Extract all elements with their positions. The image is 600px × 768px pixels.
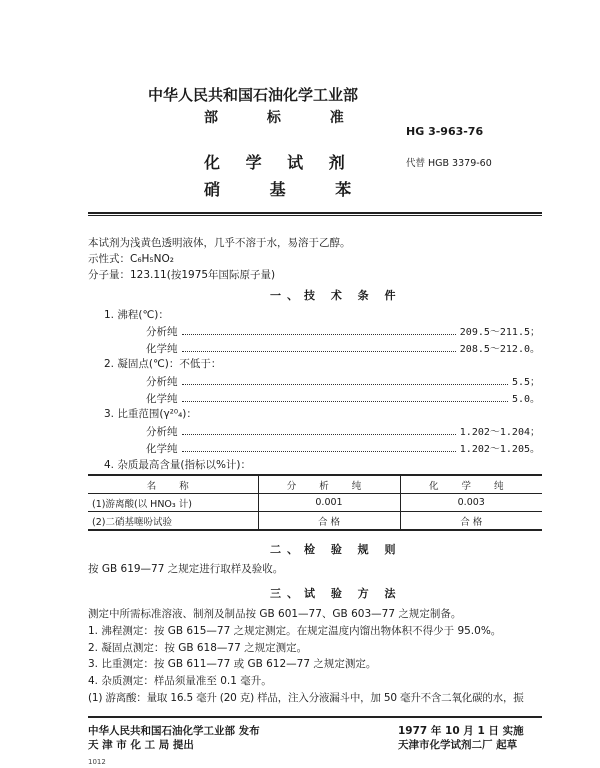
table-row bbox=[88, 494, 542, 512]
table-cell-name: (1)游离酸(以 HNO₃ 计) bbox=[88, 494, 258, 512]
table-row bbox=[88, 512, 542, 531]
standard-code: HG 3-963-76 bbox=[406, 125, 484, 138]
category-title: 化 学 试 剂 bbox=[204, 153, 355, 172]
section-title-technical: 一、技 术 条 件 bbox=[270, 289, 402, 302]
item-density-label: 3. 比重范围(γ²⁰₄)： bbox=[104, 408, 197, 420]
table-cell-ar: 0.001 bbox=[258, 494, 400, 512]
freezing-row-cp bbox=[146, 390, 540, 406]
section-title-inspection: 二、检 验 规 则 bbox=[270, 543, 402, 556]
impurity-table bbox=[88, 474, 542, 531]
table-cell-name: (2)二硝基噻吩试验 bbox=[88, 512, 258, 531]
method-line: (1) 游离酸：量取 16.5 毫升 (20 克) 样品，注入分液漏斗中，加 50 毫升不含二氧化碳的水，振 bbox=[88, 692, 524, 704]
intro-formula: 示性式：C₆H₅NO₂ bbox=[88, 253, 174, 265]
method-line: 测定中所需标准溶液、制剂及制品按 GB 601—77、GB 603—77 之规定制备。 bbox=[88, 608, 462, 620]
spec-value: 209.5～211.5； bbox=[459, 327, 540, 338]
standard-type: 部 标 准 bbox=[204, 110, 366, 126]
grade-label: 化学纯 bbox=[146, 443, 178, 455]
table-cell-ar: 合 格 bbox=[258, 512, 400, 531]
spec-value: 5.5； bbox=[511, 377, 540, 388]
density-row-ar bbox=[146, 423, 540, 439]
replaces-note: 代替 HGB 3379-60 bbox=[406, 158, 492, 169]
spec-value: 5.0。 bbox=[511, 394, 540, 405]
dot-leader bbox=[182, 451, 456, 452]
intro-description: 本试剂为浅黄色透明液体，几乎不溶于水，易溶于乙醇。 bbox=[88, 237, 351, 249]
method-line: 2. 凝固点测定：按 GB 618—77 之规定测定。 bbox=[88, 642, 308, 654]
table-header-ar: 分 析 纯 bbox=[258, 475, 400, 494]
item-impurity-label: 4. 杂质最高含量(指标以%计)： bbox=[104, 459, 252, 471]
grade-label: 分析纯 bbox=[146, 326, 178, 338]
header-rule-top bbox=[88, 212, 542, 214]
spec-value: 208.5～212.0。 bbox=[459, 344, 540, 355]
footer-proposer: 天 津 市 化 工 局 提出 bbox=[88, 739, 194, 751]
table-cell-cp: 合 格 bbox=[400, 512, 542, 531]
table-cell-cp: 0.003 bbox=[400, 494, 542, 512]
dot-leader bbox=[182, 334, 456, 335]
method-line: 1. 沸程测定：按 GB 615—77 之规定测定。在规定温度内馏出物体积不得少于 95.0%。 bbox=[88, 625, 502, 637]
page-mark: 1012 bbox=[88, 758, 106, 766]
header-rule-bottom bbox=[88, 215, 542, 216]
grade-label: 化学纯 bbox=[146, 343, 178, 355]
table-header-name: 名 称 bbox=[88, 475, 258, 494]
spec-value: 1.202～1.205。 bbox=[459, 444, 540, 455]
footer-publisher: 中华人民共和国石油化学工业部 发布 bbox=[88, 725, 260, 737]
boiling-row-ar bbox=[146, 323, 540, 339]
dot-leader bbox=[182, 351, 456, 352]
freezing-row-ar bbox=[146, 373, 540, 389]
footer-rule bbox=[88, 716, 542, 718]
method-line: 4. 杂质测定：样品须量准至 0.1 毫升。 bbox=[88, 675, 272, 687]
footer-effective-date: 1977 年 10 月 1 日 实施 bbox=[398, 725, 524, 737]
dot-leader bbox=[182, 401, 508, 402]
product-title: 硝 基 苯 bbox=[204, 180, 374, 199]
boiling-row-cp bbox=[146, 340, 540, 356]
table-header-row bbox=[88, 475, 542, 494]
spec-value: 1.202～1.204； bbox=[459, 427, 540, 438]
item-freezing-label: 2. 凝固点(℃)：不低于： bbox=[104, 358, 222, 370]
intro-molecular-weight: 分子量：123.11(按1975年国际原子量) bbox=[88, 269, 276, 281]
footer-drafter: 天津市化学试剂二厂 起草 bbox=[398, 739, 518, 751]
grade-label: 分析纯 bbox=[146, 376, 178, 388]
section-title-test-methods: 三、试 验 方 法 bbox=[270, 587, 402, 600]
inspection-text: 按 GB 619—77 之规定进行取样及验收。 bbox=[88, 563, 284, 575]
dot-leader bbox=[182, 384, 508, 385]
dot-leader bbox=[182, 434, 456, 435]
grade-label: 分析纯 bbox=[146, 426, 178, 438]
method-line: 3. 比重测定：按 GB 611—77 或 GB 612—77 之规定测定。 bbox=[88, 658, 377, 670]
table-header-cp: 化 学 纯 bbox=[400, 475, 542, 494]
ministry-title: 中华人民共和国石油化学工业部 bbox=[148, 86, 359, 104]
item-boiling-label: 1. 沸程(℃)： bbox=[104, 309, 169, 321]
grade-label: 化学纯 bbox=[146, 393, 178, 405]
density-row-cp bbox=[146, 440, 540, 456]
